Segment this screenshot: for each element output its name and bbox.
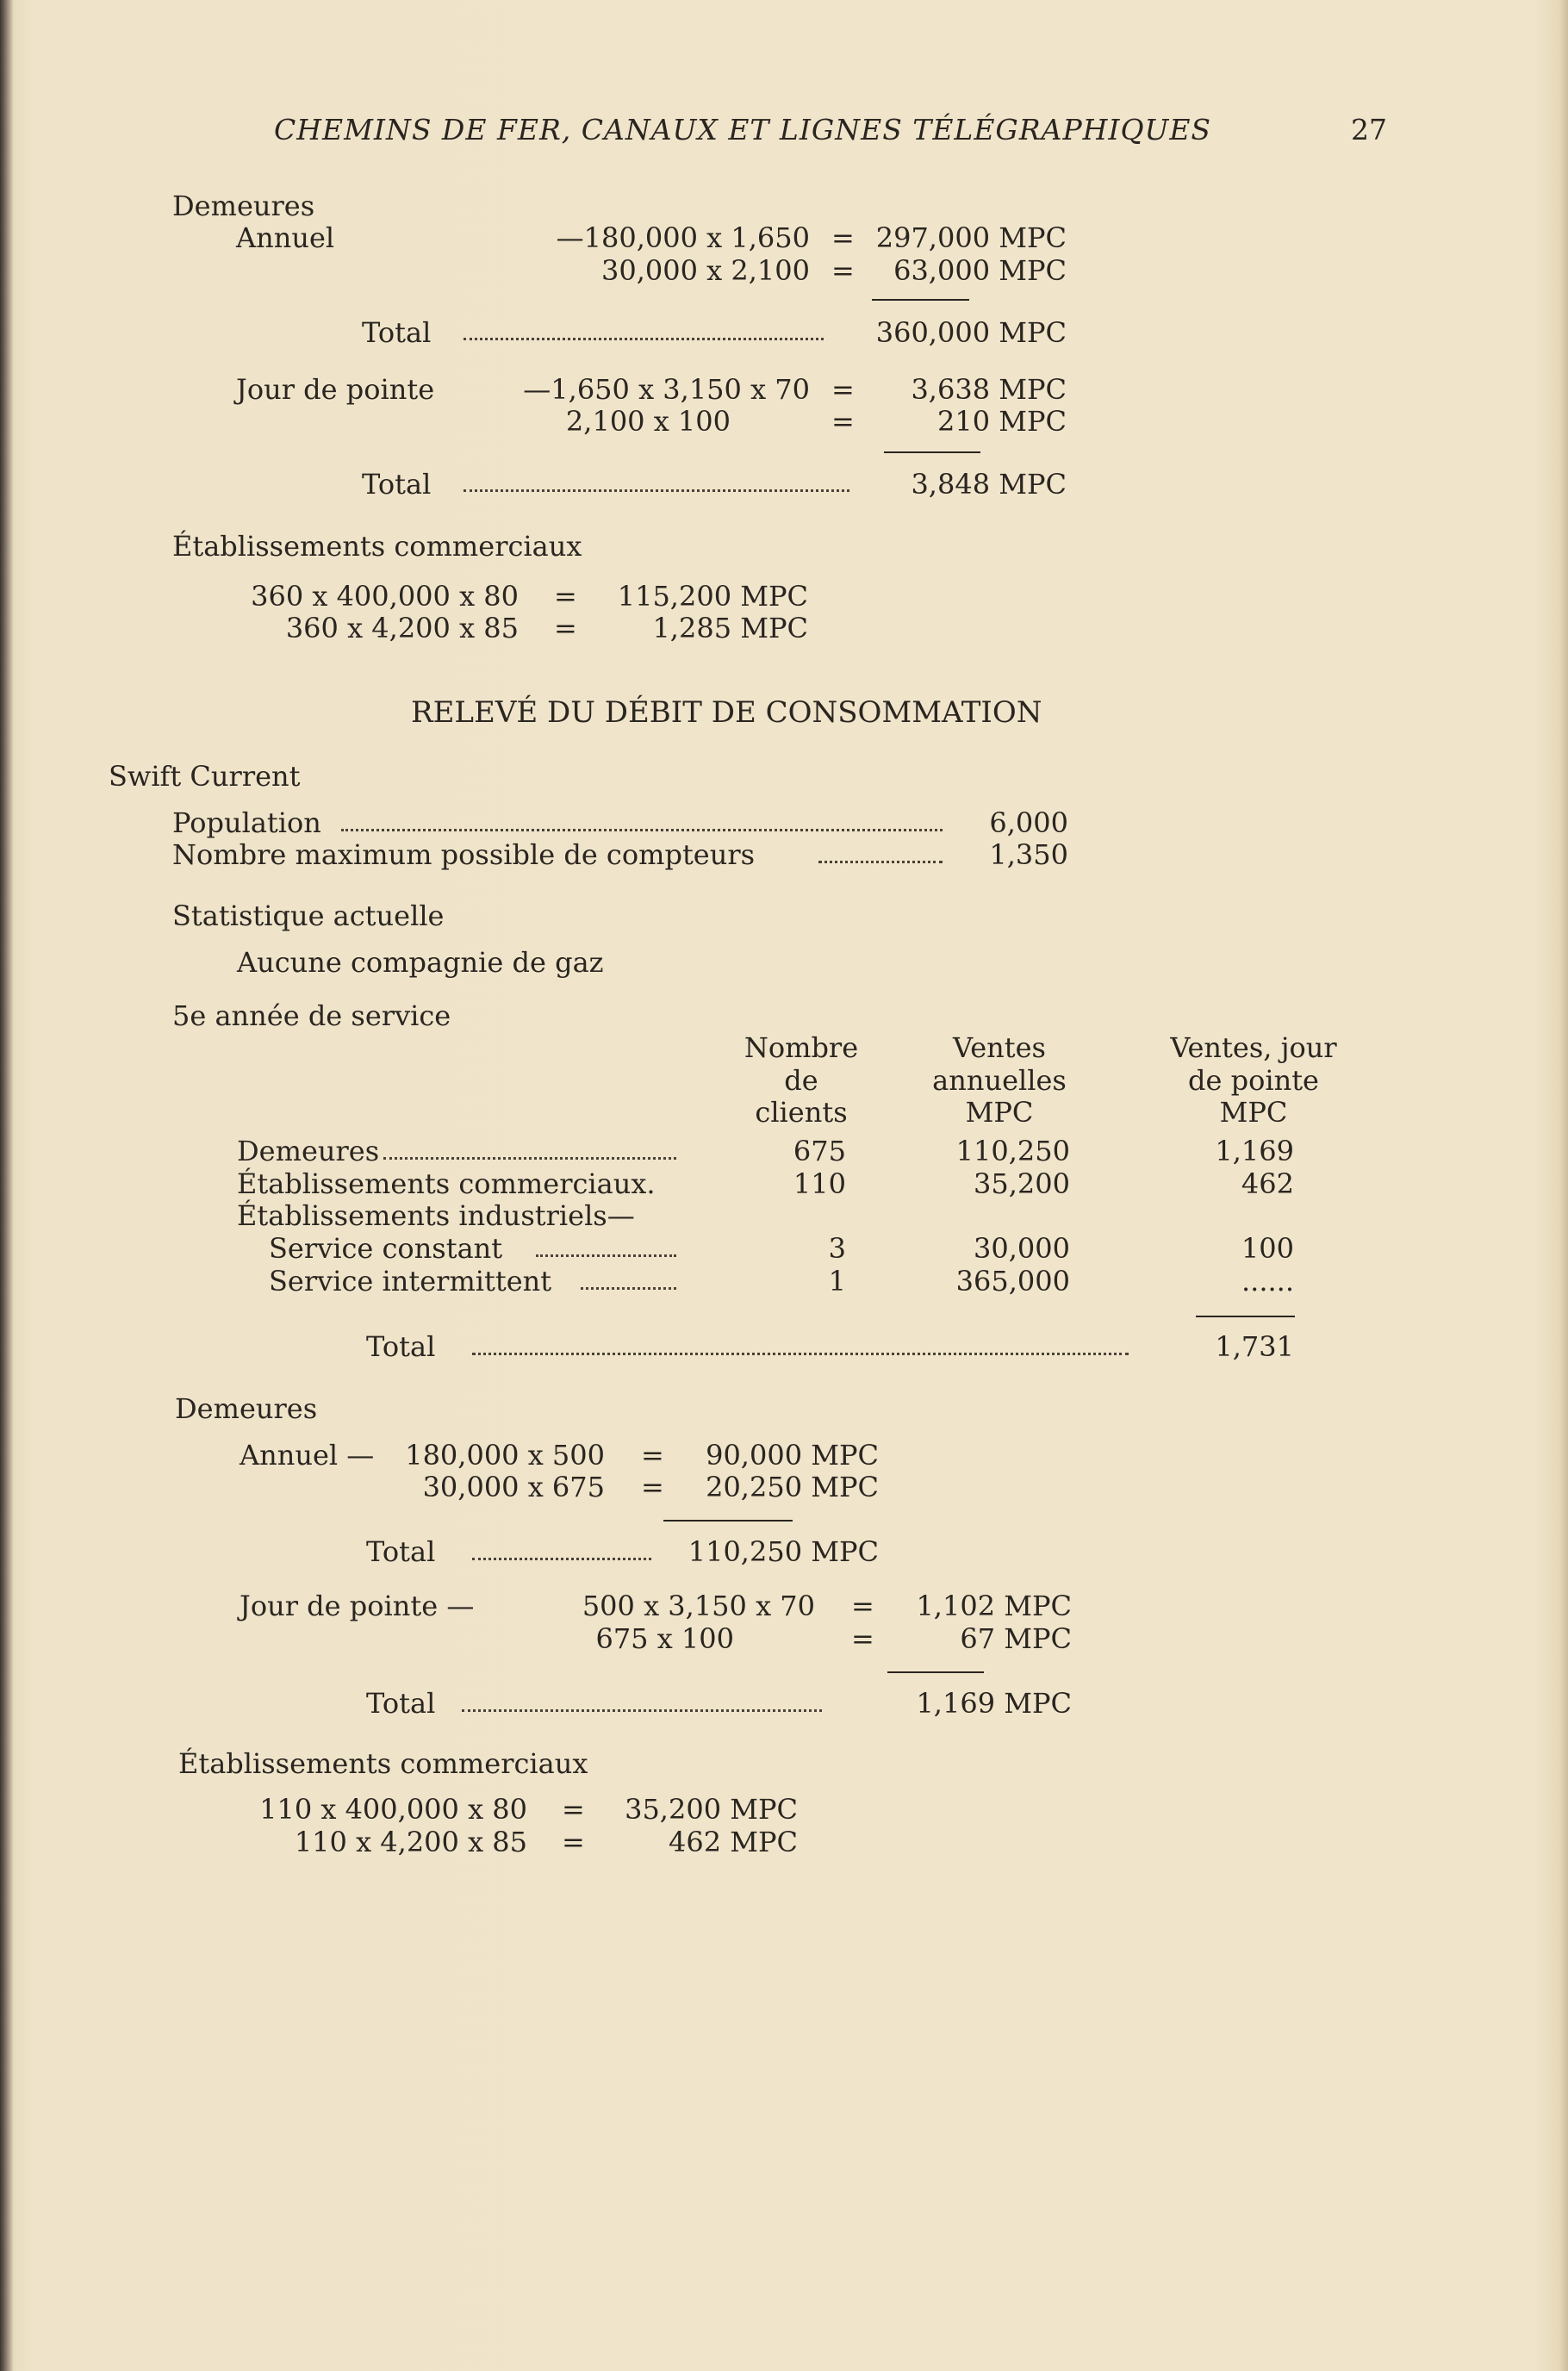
page-number: 27	[1351, 113, 1387, 146]
col-header-clients-3: clients	[755, 1096, 848, 1129]
etab-commerciaux-heading-1: Établissements commerciaux	[172, 530, 582, 563]
dot-leader	[464, 489, 849, 492]
sum-rule	[887, 1671, 984, 1673]
statistique-label: Statistique actuelle	[172, 899, 445, 932]
running-header-title: CHEMINS DE FER, CANAUX ET LIGNES TÉLÉGRAPHIQUES	[274, 113, 1212, 146]
jour-pointe-label-1: Jour de pointe	[236, 373, 435, 406]
jour-total-label-2: Total	[366, 1687, 436, 1720]
dot-leader	[536, 1254, 676, 1257]
table-cell-clients: 110	[793, 1167, 846, 1200]
equals-sign: =	[554, 612, 577, 644]
table-cell-peak: 100	[1241, 1232, 1294, 1265]
equals-sign: =	[562, 1826, 585, 1858]
equals-sign: =	[641, 1439, 664, 1472]
annuel-total-label-1: Total	[362, 316, 432, 349]
annuel-result-2a: 90,000 MPC	[706, 1439, 879, 1472]
dot-leader	[462, 1709, 822, 1712]
annuel-expr-2b: 30,000 x 675	[422, 1471, 605, 1503]
section-heading: RELEVÉ DU DÉBIT DE CONSOMMATION	[411, 695, 1042, 730]
equals-sign: =	[554, 580, 577, 613]
table-row-label: Service intermittent	[269, 1265, 552, 1298]
table-total-value: 1,731	[1215, 1330, 1294, 1363]
table-total-label: Total	[366, 1330, 436, 1363]
sum-rule	[872, 299, 969, 301]
jour-result-2b: 67 MPC	[960, 1622, 1072, 1655]
etab-commerciaux-heading-2: Établissements commerciaux	[178, 1747, 588, 1780]
annuel-total-value-2: 110,250 MPC	[688, 1535, 879, 1568]
table-cell-annual: 30,000	[974, 1232, 1070, 1265]
table-cell-annual: 35,200	[974, 1167, 1070, 1200]
dot-leader	[341, 829, 943, 831]
etab-result-1b: 1,285 MPC	[652, 612, 808, 644]
compteurs-value: 1,350	[989, 838, 1068, 871]
place-name: Swift Current	[109, 760, 301, 793]
jour-result-1b: 210 MPC	[936, 405, 1067, 438]
col-header-pointe-1: Ventes, jour	[1170, 1031, 1337, 1064]
table-cell-clients: 3	[828, 1232, 846, 1265]
annuel-total-label-2: Total	[366, 1535, 436, 1568]
jour-total-value-2: 1,169 MPC	[916, 1687, 1072, 1720]
etab-result-2b: 462 MPC	[668, 1826, 798, 1858]
table-row-label: Service constant	[269, 1232, 503, 1265]
equals-sign: =	[562, 1793, 585, 1826]
col-header-annuelles-1: Ventes	[953, 1031, 1046, 1064]
table-cell-peak: 1,169	[1215, 1135, 1294, 1167]
dot-leader	[383, 1157, 676, 1160]
annuel-expr-1a: —180,000 x 1,650	[556, 221, 810, 254]
dot-leader	[472, 1558, 651, 1560]
annuel-result-1a: 297,000 MPC	[875, 221, 1067, 254]
table-row-label: Établissements industriels—	[237, 1199, 635, 1232]
sum-rule	[884, 451, 980, 453]
jour-expr-2a: 500 x 3,150 x 70	[582, 1590, 815, 1622]
jour-expr-1a: —1,650 x 3,150 x 70	[523, 373, 810, 406]
dot-leader	[472, 1353, 1129, 1355]
jour-total-value-1: 3,848 MPC	[911, 468, 1067, 501]
sum-rule	[663, 1520, 793, 1522]
equals-sign: =	[641, 1471, 664, 1503]
table-cell-clients: 675	[793, 1135, 846, 1167]
sum-rule	[1196, 1316, 1295, 1317]
table-cell-peak: 462	[1241, 1167, 1294, 1200]
col-header-annuelles-3: MPC	[965, 1096, 1034, 1129]
etab-expr-2b: 110 x 4,200 x 85	[294, 1826, 527, 1858]
table-cell-clients: 1	[828, 1265, 846, 1298]
col-header-clients-1: Nombre	[744, 1031, 859, 1064]
equals-sign: =	[851, 1622, 874, 1655]
equals-sign: =	[851, 1590, 874, 1622]
table-row-label: Demeures	[237, 1135, 380, 1167]
population-value: 6,000	[989, 806, 1068, 839]
equals-sign: =	[831, 405, 855, 438]
col-header-annuelles-2: annuelles	[932, 1064, 1067, 1097]
table-cell-annual: 365,000	[955, 1265, 1070, 1298]
jour-expr-2b: 675 x 100	[595, 1622, 734, 1655]
annuel-expr-2a: 180,000 x 500	[405, 1439, 605, 1472]
jour-result-2a: 1,102 MPC	[916, 1590, 1072, 1622]
annuel-label-2: Annuel —	[240, 1439, 375, 1472]
etab-result-2a: 35,200 MPC	[625, 1793, 798, 1826]
annee-service-label: 5e année de service	[172, 999, 451, 1032]
jour-pointe-label-2: Jour de pointe —	[240, 1590, 475, 1622]
annuel-label-1: Annuel	[236, 221, 335, 254]
col-header-pointe-2: de pointe	[1188, 1064, 1319, 1097]
dot-leader	[581, 1287, 676, 1290]
demeures-heading-2: Demeures	[175, 1392, 318, 1425]
table-row-label: Établissements commerciaux.	[237, 1167, 656, 1200]
jour-expr-1b: 2,100 x 100	[565, 405, 731, 438]
population-label: Population	[172, 806, 321, 839]
col-header-pointe-3: MPC	[1219, 1096, 1288, 1129]
dot-leader	[818, 861, 943, 863]
compteurs-label: Nombre maximum possible de compteurs	[172, 838, 756, 871]
demeures-heading-1: Demeures	[172, 190, 315, 222]
etab-expr-2a: 110 x 400,000 x 80	[259, 1793, 527, 1826]
dot-leader	[464, 338, 824, 340]
table-cell-peak: ......	[1241, 1265, 1294, 1298]
equals-sign: =	[831, 254, 855, 287]
table-cell-annual: 110,250	[955, 1135, 1070, 1167]
jour-result-1a: 3,638 MPC	[911, 373, 1067, 406]
equals-sign: =	[831, 373, 855, 406]
etab-expr-1a: 360 x 400,000 x 80	[251, 580, 519, 613]
annuel-result-2b: 20,250 MPC	[706, 1471, 879, 1503]
col-header-clients-2: de	[784, 1064, 818, 1097]
equals-sign: =	[831, 221, 855, 254]
aucune-compagnie-text: Aucune compagnie de gaz	[237, 946, 604, 979]
etab-expr-1b: 360 x 4,200 x 85	[285, 612, 519, 644]
annuel-expr-1b: 30,000 x 2,100	[601, 254, 810, 287]
etab-result-1a: 115,200 MPC	[617, 580, 808, 613]
annuel-total-value-1: 360,000 MPC	[875, 316, 1067, 349]
annuel-result-1b: 63,000 MPC	[893, 254, 1067, 287]
jour-total-label-1: Total	[362, 468, 432, 501]
